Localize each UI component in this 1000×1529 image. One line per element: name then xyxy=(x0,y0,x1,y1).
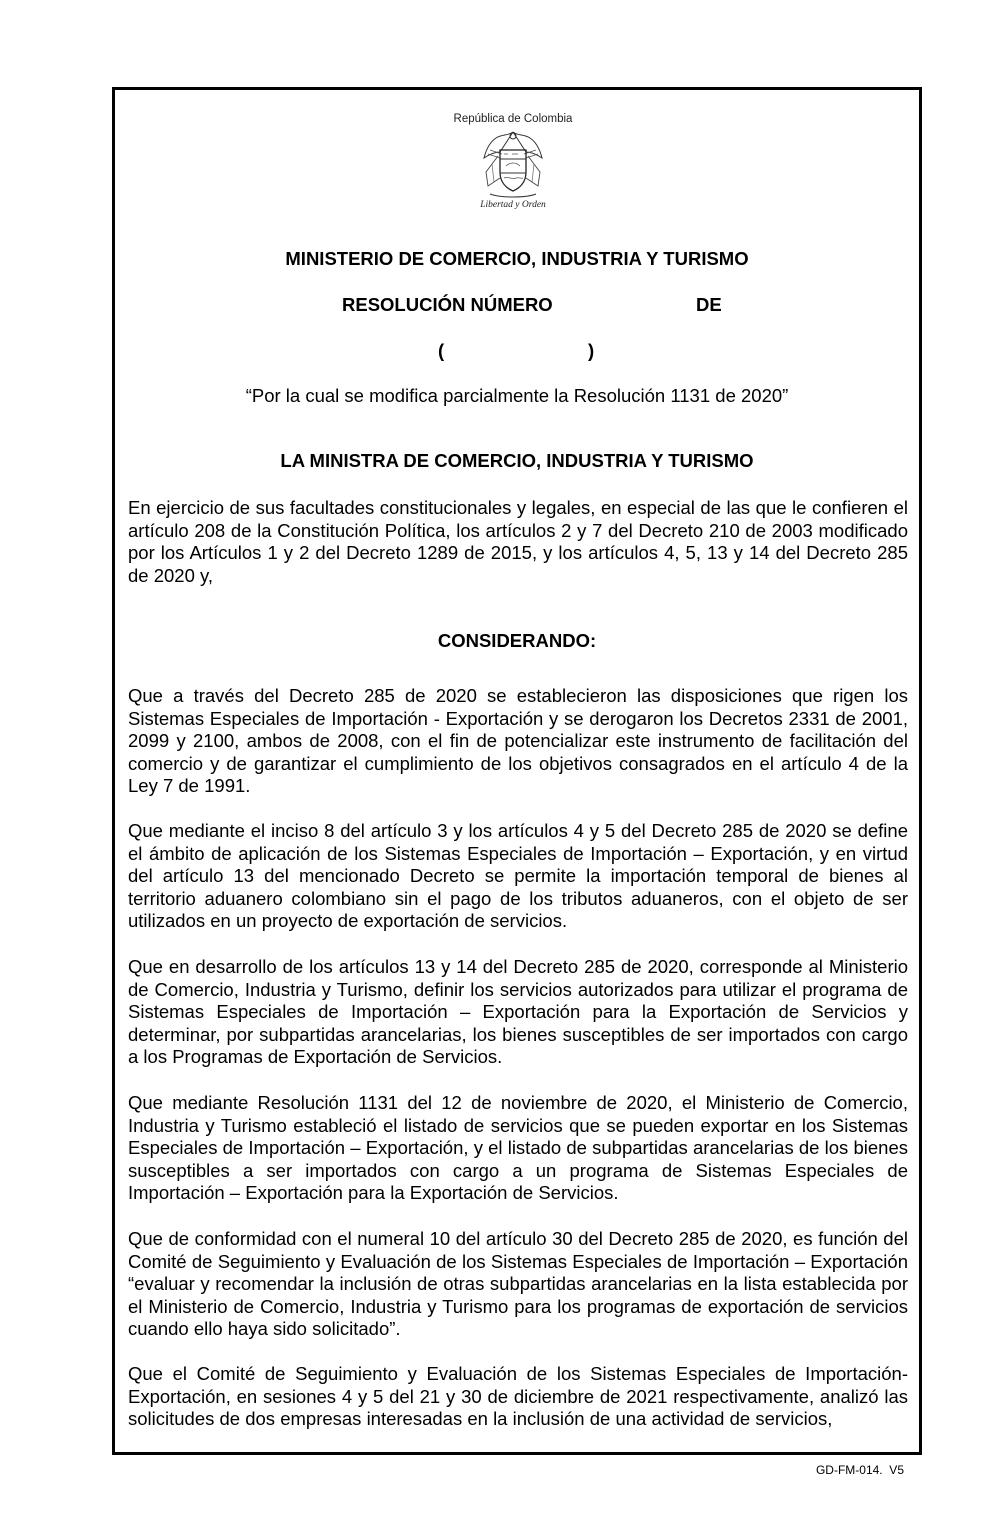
seal-country-text: República de Colombia xyxy=(453,113,573,125)
considerando-paragraph-4: Que mediante Resolución 1131 del 12 de noviembre de 2020, el Ministerio de Comercio, Industria y Turismo estableció el listado de servicios que se pueden exportar en los Sistemas Especiales de Importación – Exportación, y el listado de subpartidas arancelarias de los bienes susceptibles a ser importados con cargo a un programa de Sistemas Especiales de Importación – Exportación para la Exportación de Servicios. xyxy=(128,1092,908,1204)
date-paren-close: ) xyxy=(588,340,595,361)
coat-of-arms-icon xyxy=(478,128,548,200)
considerando-paragraph-6: Que el Comité de Seguimiento y Evaluación de los Sistemas Especiales de Importación- Exportación, en sesiones 4 y 5 del 21 y 30 de diciembre de 2021 respectivamente, analizó las solicitudes de dos empresas interesadas en la inclusión de una actividad de servicios, xyxy=(128,1363,908,1430)
resolution-subtitle: “Por la cual se modifica parcialmente la Resolución 1131 de 2020” xyxy=(245,385,789,406)
considerando-paragraph-1: Que a través del Decreto 285 de 2020 se establecieron las disposiciones que rigen los Sistemas Especiales de Importación - Exportación y se derogaron los Decretos 2331 de 2001, 2099 y 2100, ambos de 2008, con el fin de potencializar este instrumento de facilitación del comercio y de garantizar el cumplimiento de los objetivos consagrados en el artículo 4 de la Ley 7 de 1991. xyxy=(128,685,908,797)
considerando-paragraph-3: Que en desarrollo de los artículos 13 y 14 del Decreto 285 de 2020, corresponde al Ministerio de Comercio, Industria y Turismo, definir los servicios autorizados para utilizar el programa de Sistemas Especiales de Importación – Exportación para la Exportación de Servicios y determinar, por subpartidas arancelarias, los bienes susceptibles de ser importados con cargo a los Programas de Exportación de Servicios. xyxy=(128,956,908,1068)
considerando-paragraph-2: Que mediante el inciso 8 del artículo 3 y los artículos 4 y 5 del Decreto 285 de 2020 se define el ámbito de aplicación de los Sistemas Especiales de Importación – Exportación, y en virtud del artículo 13 del mencionado Decreto se permite la importación temporal de bienes al territorio aduanero colombiano sin el pago de los tributos aduaneros, con el objeto de ser utilizados en un proyecto de exportación de servicios. xyxy=(128,820,908,932)
date-paren-open: ( xyxy=(438,340,445,361)
colombia-coat-of-arms xyxy=(443,112,583,224)
authority-heading: LA MINISTRA DE COMERCIO, INDUSTRIA Y TURISMO xyxy=(280,450,754,471)
considerando-heading: CONSIDERANDO: xyxy=(437,630,597,651)
resolution-date-label: DE xyxy=(696,294,722,315)
form-code: GD-FM-014. V5 xyxy=(815,1463,904,1477)
seal-motto-text: Libertad y Orden xyxy=(480,200,546,210)
preamble-paragraph: En ejercicio de sus facultades constitucionales y legales, en especial de las que le confieren el artículo 208 de la Constitución Política, los artículos 2 y 7 del Decreto 210 de 2003 modificado por los Artículos 1 y 2 del Decreto 1289 de 2015, y los artículos 4, 5, 13 y 14 del Decreto 285 de 2020 y, xyxy=(128,497,908,586)
ministry-heading: MINISTERIO DE COMERCIO, INDUSTRIA Y TURISMO xyxy=(285,248,749,269)
considerando-paragraph-5: Que de conformidad con el numeral 10 del artículo 30 del Decreto 285 de 2020, es función del Comité de Seguimiento y Evaluación de los Sistemas Especiales de Importación – Exportación “evaluar y recomendar la inclusión de otras subpartidas arancelarias en la lista establecida por el Ministerio de Comercio, Industria y Turismo para los programas de exportación de servicios cuando ello haya sido solicitado”. xyxy=(128,1228,908,1340)
resolution-number-label: RESOLUCIÓN NÚMERO xyxy=(342,294,553,315)
